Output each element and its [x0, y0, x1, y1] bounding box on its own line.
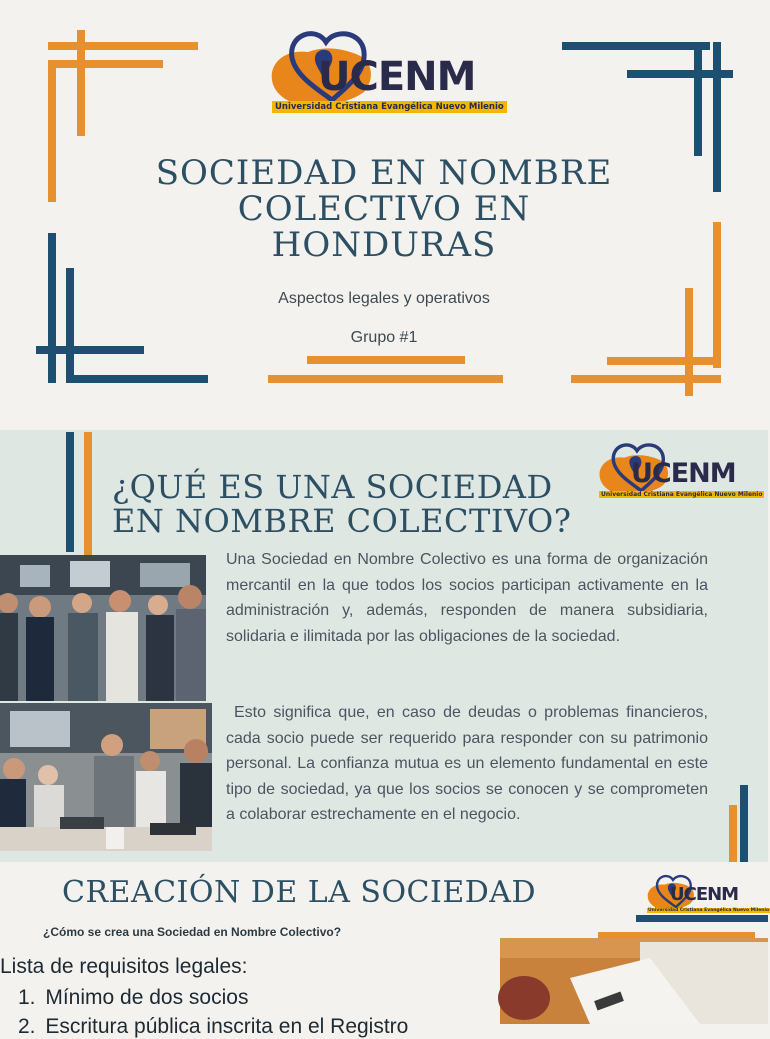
list-number: 1.: [18, 986, 36, 1009]
logo-brand: UCENM: [318, 54, 476, 100]
cover-title: SOCIEDAD EN NOMBRE COLECTIVO EN HONDURAS: [155, 153, 613, 265]
logo-tagline: Universidad Cristiana Evangélica Nuevo Milenio: [272, 101, 507, 113]
list-item: [18, 986, 438, 1010]
cover-group: Grupo #1: [350, 329, 418, 346]
frame-line: [48, 42, 198, 50]
creation-question: ¿Cómo se crea una Sociedad en Nombre Colectivo?: [43, 925, 342, 939]
frame-line: [713, 222, 721, 368]
frame-line: [66, 375, 208, 383]
accent-bar: [66, 432, 74, 552]
definition-section: [0, 430, 768, 862]
accent-bar: [636, 915, 768, 922]
frame-line: [571, 375, 721, 383]
frame-line: [66, 268, 74, 383]
team-photo: [0, 555, 206, 701]
accent-bar: [740, 785, 748, 862]
list-item: [18, 1015, 438, 1039]
frame-line: [48, 60, 56, 202]
cover-subtitle: Aspectos legales y operativos: [278, 290, 490, 307]
logo-tagline: Universidad Cristiana Evangélica Nuevo Milenio: [601, 491, 763, 498]
university-logo: [597, 438, 763, 502]
accent-bar: [729, 805, 737, 862]
definition-title: ¿QUÉ ES UNA SOCIEDAD EN NOMBRE COLECTIVO?: [112, 468, 572, 540]
celebration-image: [0, 703, 212, 851]
contract-image: [500, 938, 768, 1024]
list-number: 2.: [18, 1015, 36, 1038]
list-text: Mínimo de dos socios: [45, 986, 249, 1009]
cover-section: [0, 0, 768, 430]
frame-line: [77, 30, 85, 136]
team-meeting-image: [0, 555, 206, 701]
frame-line: [562, 42, 710, 50]
logo-tagline: Universidad Cristiana Evangélica Nuevo Milenio: [648, 908, 770, 913]
logo-brand: UCENM: [670, 884, 739, 905]
frame-line: [48, 60, 163, 68]
university-logo: [268, 24, 504, 116]
contract-photo: [500, 938, 768, 1024]
frame-line: [307, 356, 465, 364]
definition-paragraph-1: Una Sociedad en Nombre Colectivo es una forma de organización mercantil en la que todos los socios participan activamente en la administración y, además, responden de manera subsidiaria, solidaria e ilimitada por las obligaciones de la sociedad.: [226, 551, 708, 645]
frame-line: [694, 42, 702, 156]
creation-section: [0, 862, 770, 1038]
frame-line: [713, 42, 721, 192]
accent-bar: [84, 432, 92, 556]
requirements-heading: Lista de requisitos legales:: [0, 955, 248, 978]
list-text: Escritura pública inscrita en el Registro: [45, 1015, 409, 1038]
logo-brand: UCENM: [631, 458, 736, 489]
university-logo: [646, 870, 770, 916]
frame-line: [48, 233, 56, 383]
creation-title: CREACIÓN DE LA SOCIEDAD: [62, 875, 537, 910]
frame-line: [607, 357, 721, 365]
frame-line: [268, 375, 503, 383]
team-photo: [0, 703, 212, 851]
definition-paragraph-2: Esto significa que, en caso de deudas o problemas financieros, cada socio puede ser requerido para responder con su patrimonio personal. La confianza mutua es un elemento fundamental en este tipo de sociedad, ya que los socios se conocen y se comprometen a colaborar estrechamente en el negocio.: [226, 704, 708, 823]
frame-line: [36, 346, 144, 354]
